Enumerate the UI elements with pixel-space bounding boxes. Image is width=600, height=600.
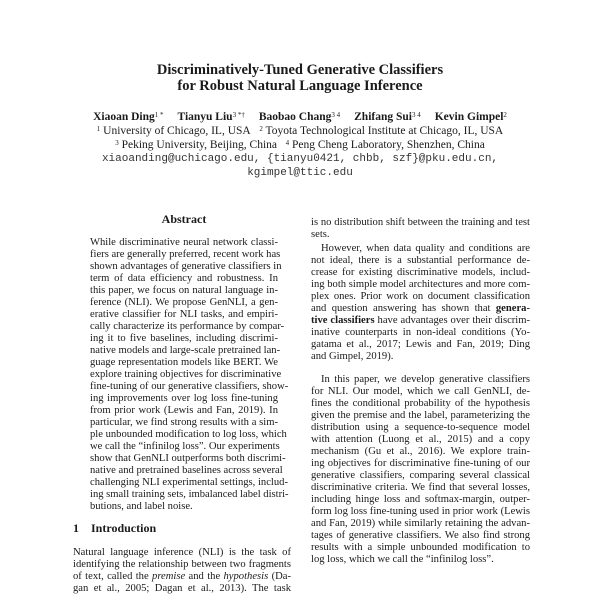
text-line: and Fan, 2019) while similarly retaining the advan- <box>311 518 530 529</box>
paper-title <box>0 62 600 94</box>
text-line: butions, and label noise. <box>90 501 193 512</box>
text-line: While discriminative neural network classi- <box>90 237 278 248</box>
author-name: Kevin Gimpel <box>434 111 504 123</box>
text-line: fiers are generally preferred, recent work has <box>90 249 281 260</box>
text-line: In this paper, we develop generative classifiers <box>321 374 530 385</box>
author-sup: 3 *† <box>232 111 245 119</box>
author <box>354 111 421 123</box>
text-segment: of text, called the <box>73 571 153 582</box>
email-line: xiaoanding@uchicago.edu, {tianyu0421, chbb, szf}@pku.edu.cn, <box>101 153 499 165</box>
author-sup: 3 4 <box>411 111 421 119</box>
text-segment: and question answering has shown that <box>311 303 496 314</box>
text-line: explore training objectives for discriminative <box>90 369 282 380</box>
text-line: with attention (Luong et al., 2015) and a copy <box>311 434 530 445</box>
italic-text: premise <box>152 571 186 582</box>
text-line: erative classifier for NLI tasks, and empiri- <box>90 309 278 320</box>
text-line: particular, we find strong results with a sim- <box>90 417 278 428</box>
text-line: not ideal, there is a substantial performance de- <box>311 255 530 266</box>
right-paragraph <box>311 374 530 566</box>
text-line: cally characterize its performance by compar- <box>90 321 285 332</box>
text-line: distribution using a sequence-to-sequence model <box>311 422 530 433</box>
abstract-body <box>90 237 289 513</box>
affiliation: Peng Cheng Laboratory, Shenzhen, China <box>292 139 485 151</box>
text-line: show that GenNLI outperforms both discrimi- <box>90 453 286 464</box>
bold-text: tive classifiers <box>311 315 375 326</box>
text-line: ing improvements over log loss fine-tuning <box>90 393 278 404</box>
text-segment: and the <box>185 571 224 582</box>
text-line: and Gimpel, 2019). <box>311 351 394 362</box>
email-line: kgimpel@ttic.edu <box>247 167 353 179</box>
author-list <box>0 110 600 124</box>
text-line: results with a simple unbounded modification to <box>311 542 530 553</box>
author-name: Xiaoan Ding <box>93 111 155 123</box>
text-line: this paper, we focus on natural language in- <box>90 285 278 296</box>
affiliation: Peking University, Beijing, China <box>121 139 278 151</box>
author-sup: 1 * <box>154 111 164 119</box>
text-line: mechanism (Gu et al., 2016). We explore train- <box>311 446 530 457</box>
text-line: identifying the relationship between two fragments <box>73 559 291 570</box>
text-line: ference (NLI). We propose GenNLI, a gen- <box>90 297 278 308</box>
text-line: sets. <box>311 229 330 240</box>
text-line: tages of generative classifiers. We also find strong <box>311 530 530 541</box>
text-line: native and pretrained baselines across several <box>90 465 283 476</box>
bold-text: genera- <box>495 303 530 314</box>
text-line: discriminative criteria. We find that several losses, <box>311 482 530 493</box>
text-line: including hinge loss and softmax-margin, outper- <box>311 494 530 505</box>
text-line: log loss, which we call the “infinilog loss”. <box>311 554 494 565</box>
title-line: for Robust Natural Language Inference <box>177 78 423 94</box>
text-line <box>73 571 291 583</box>
text-line: gan et al., 2005; Dagan et al., 2013). The task <box>73 583 291 594</box>
text-line: challenging NLI experimental settings, includ- <box>90 477 288 488</box>
section-number: 1 <box>73 521 79 535</box>
author-sup: 3 4 <box>331 111 341 119</box>
text-line: Natural language inference (NLI) is the task of <box>73 547 291 558</box>
author <box>259 111 340 123</box>
text-line: ing both simple model architectures and more com- <box>311 279 530 290</box>
text-line: gatama et al., 2017; Lewis and Fan, 2019; Ding <box>311 339 530 350</box>
text-line: native models and large-scale pretrained lan- <box>90 345 281 356</box>
affiliation-sup: 3 <box>115 139 119 147</box>
text-line: fine-tuning of our generative classifiers, show- <box>90 381 289 392</box>
text-line: plex ones. Prior work on document classification <box>311 291 530 302</box>
italic-text: hypothesis <box>223 571 269 582</box>
author <box>435 111 507 123</box>
text-line: is no distribution shift between the training and test <box>311 217 530 228</box>
text-line: ing small training sets, imbalanced label distri- <box>90 489 289 500</box>
text-line: ing it to five baselines, including discrimi- <box>90 333 278 344</box>
affiliation: University of Chicago, IL, USA <box>103 125 251 137</box>
text-line: inative counterparts in non-ideal conditions (Yo- <box>311 327 530 338</box>
text-line: ing objectives for discriminative fine-tuning of our <box>311 458 530 469</box>
text-line: term of data efficiency and robustness. In <box>90 273 278 284</box>
affiliation-line <box>0 138 600 152</box>
text-line: we call the “infinilog loss”. Our experiments <box>90 441 280 452</box>
text-line <box>311 303 530 315</box>
text-line: ple unbounded modification to log loss, which <box>90 429 287 440</box>
affiliation-line <box>0 124 600 138</box>
affiliation-sup: 4 <box>285 139 290 147</box>
affiliation-sup: 2 <box>259 125 263 133</box>
author <box>93 111 163 123</box>
author-name: Zhifang Sui <box>354 111 412 123</box>
text-line: from prior work (Lewis and Fan, 2019). In <box>90 405 278 416</box>
intro-body <box>73 547 291 595</box>
text-line: However, when data quality and conditions are <box>321 243 530 254</box>
author <box>177 111 244 123</box>
right-paragraph <box>311 217 530 241</box>
text-line: given the premise and the label, parameterizing the <box>311 410 530 421</box>
text-line: fines the conditional probability of the hypothesis <box>311 398 530 409</box>
text-segment: have advantages over their discrim- <box>374 315 531 326</box>
text-line: form log loss fine-tuning used in prior work (Lewis <box>311 506 530 517</box>
text-line <box>311 315 530 327</box>
author-name: Baobao Chang <box>258 111 332 123</box>
abstract-heading: Abstract <box>161 212 207 226</box>
text-line: for NLI. Our model, which we call GenNLI, de- <box>311 386 530 397</box>
section-heading: Introduction <box>91 521 157 535</box>
author-name: Tianyu Liu <box>177 111 233 123</box>
title-line: Discriminatively-Tuned Generative Classifiers <box>156 62 444 78</box>
text-line: crease for existing discriminative models, includ- <box>311 267 530 278</box>
author-sup: 2 <box>503 111 507 119</box>
text-line: generative classifiers, comparing several classical <box>311 470 530 481</box>
right-paragraph <box>311 243 530 363</box>
text-line: guage representation models like BERT. We <box>90 357 278 368</box>
affiliation-sup: 1 <box>96 125 101 133</box>
text-line: shown advantages of generative classifiers in <box>90 261 282 272</box>
text-segment: (Da- <box>268 571 291 582</box>
affiliation: Toyota Technological Institute at Chicago, IL, USA <box>265 125 504 137</box>
